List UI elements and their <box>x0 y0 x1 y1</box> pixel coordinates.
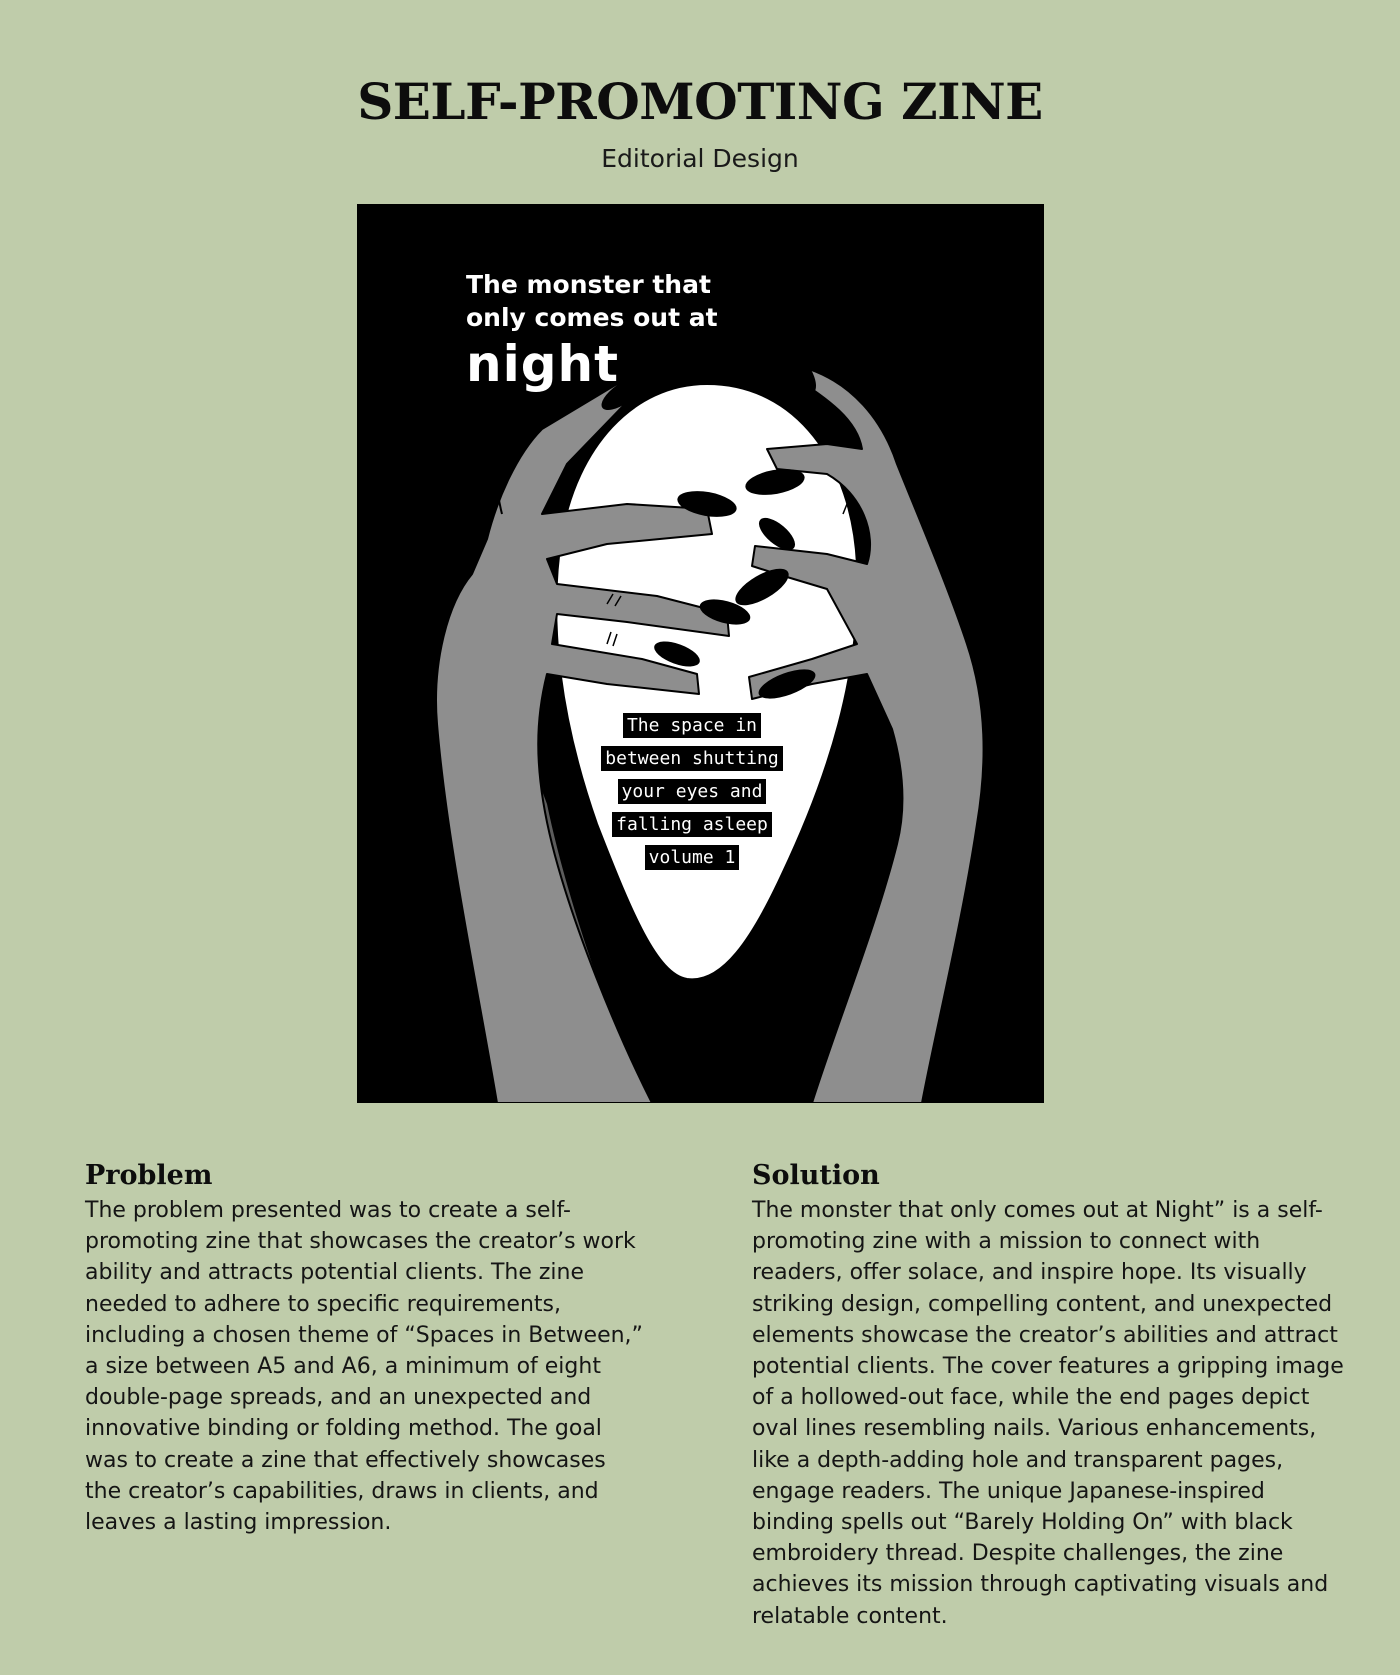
cover-title <box>466 268 718 392</box>
cover-title-line-1: The monster that <box>466 270 711 299</box>
problem-heading: Problem <box>85 1160 213 1191</box>
cover-tagline <box>557 713 827 878</box>
tagline-line: volume 1 <box>645 845 740 870</box>
problem-body: The problem presented was to create a self-promoting zine that showcases the creator’s work ability and attracts potential clients. The zine needed to adhere to specific requirements, including a chosen theme of “Spaces in Between,” a size between A5 and A6, a minimum of eight double-page spreads, and an unexpected and innovative binding or folding method. The goal was to create a zine that effectively showcases the creator’s capabilities, draws in clients, and leaves a lasting impression. <box>85 1198 643 1536</box>
cover-title-line-2: only comes out at <box>466 303 718 332</box>
tagline-line: The space in <box>623 713 761 738</box>
page-subtitle: Editorial Design <box>601 144 799 173</box>
solution-body: The monster that only comes out at Night” is a self-promoting zine with a mission to connect with readers, offer solace, and inspire hope. Its visually striking design, compelling content, and unexpected elements showcase the creator’s abilities and attract potential clients. The cover features a gripping image of a hollowed-out face, while the end pages depict oval lines resembling nails. Various enhancements, like a depth-adding hole and transparent pages, engage readers. The unique Japanese-inspired binding spells out “Barely Holding On” with black embroidery thread. Despite challenges, the zine achieves its mission through captivating visuals and relatable content. <box>752 1198 1344 1629</box>
tagline-line: between shutting <box>601 746 782 771</box>
problem-section <box>85 1160 645 1538</box>
solution-section <box>752 1160 1352 1632</box>
solution-heading: Solution <box>752 1160 880 1191</box>
cover-title-line-3: night <box>466 335 620 393</box>
tagline-line: falling asleep <box>612 812 772 837</box>
zine-cover-illustration <box>357 204 1044 1103</box>
page-title: SELF-PROMOTING ZINE <box>357 72 1043 131</box>
tagline-line: your eyes and <box>618 779 767 804</box>
